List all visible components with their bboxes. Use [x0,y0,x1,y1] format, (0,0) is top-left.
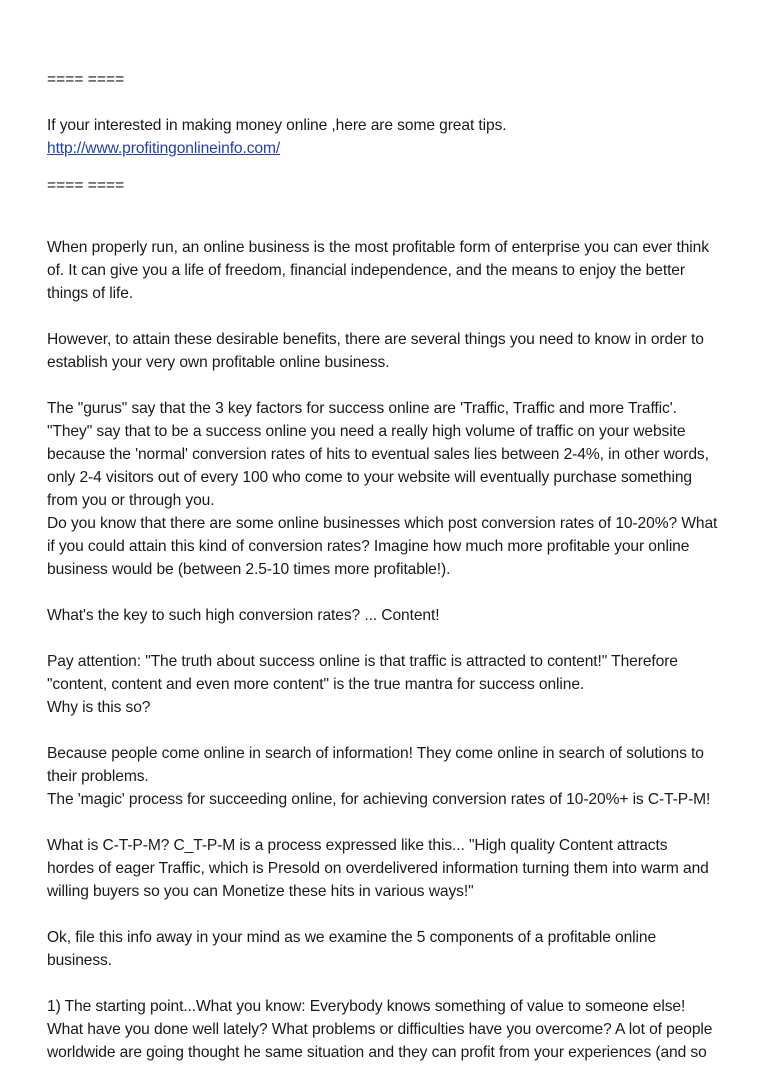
paragraph-line: Do you know that there are some online businesses which post conversion rates of 10-20%? What [47,515,718,532]
paragraph-line: their problems. [47,768,149,785]
paragraph [47,512,717,581]
paragraph-line: business. [47,952,112,969]
paragraph [47,742,704,788]
header-block [47,68,124,91]
paragraph [47,236,709,305]
paragraph-line: 1) The starting point...What you know: Everybody knows something of value to someone else! [47,998,686,1015]
paragraph [47,696,150,719]
paragraph-line: Why is this so? [47,699,151,716]
paragraph-line: establish your very own profitable online business. [47,354,390,371]
paragraph-line: willing buyers so you can Monetize these hits in various ways!" [47,883,474,900]
paragraph [47,397,709,512]
paragraph [47,995,712,1064]
intro-block [47,114,507,160]
separator-top: ==== ==== [47,71,125,88]
paragraph-line: business would be (between 2.5-10 times more profitable!). [47,561,451,578]
paragraph-line: What have you done well lately? What problems or difficulties have you overcome? A lot of people [47,1021,713,1038]
site-link[interactable]: http://www.profitingonlineinfo.com/ [47,140,281,157]
paragraph-line: The 'magic' process for succeeding online, for achieving conversion rates of 10-20%+ is C-T-P-M! [47,791,711,808]
paragraph-line: hordes of eager Traffic, which is Presold on overdelivered information turning them into warm and [47,860,709,877]
paragraph [47,328,704,374]
paragraph-line: What is C-T-P-M? C_T-P-M is a process expressed like this... "High quality Content attracts [47,837,668,854]
paragraph-line: "content, content and even more content" is the true mantra for success online. [47,676,585,693]
intro-text: If your interested in making money online ,here are some great tips. [47,117,507,134]
paragraph [47,650,678,696]
paragraph-line: if you could attain this kind of conversion rates? Imagine how much more profitable your online [47,538,690,555]
paragraph [47,604,439,627]
paragraph-line: only 2-4 visitors out of every 100 who come to your website will eventually purchase something [47,469,692,486]
paragraph-line: Ok, file this info away in your mind as we examine the 5 components of a profitable online [47,929,657,946]
paragraph-line: from you or through you. [47,492,215,509]
paragraph-line: Because people come online in search of information! They come online in search of solutions to [47,745,704,762]
paragraph-line: because the 'normal' conversion rates of hits to eventual sales lies between 2-4%, in other words, [47,446,709,463]
paragraph-line: of. It can give you a life of freedom, financial independence, and the means to enjoy the better [47,262,685,279]
paragraph-line: The "gurus" say that the 3 key factors for success online are 'Traffic, Traffic and more Traffic'. [47,400,677,417]
paragraph [47,788,710,811]
paragraph [47,834,709,903]
paragraph-line: When properly run, an online business is the most profitable form of enterprise you can ever think [47,239,709,256]
paragraph-line: However, to attain these desirable benefits, there are several things you need to know in order to [47,331,704,348]
paragraph-line: What's the key to such high conversion rates? ... Content! [47,607,440,624]
paragraph-line: "They" say that to be a success online you need a really high volume of traffic on your website [47,423,686,440]
paragraph-line: Pay attention: "The truth about success online is that traffic is attracted to content!" Therefore [47,653,678,670]
paragraph-line: things of life. [47,285,134,302]
paragraph-line: worldwide are going thought he same situation and they can profit from your experiences (and so [47,1044,707,1061]
paragraph [47,926,656,972]
separator-bottom: ==== ==== [47,177,125,194]
